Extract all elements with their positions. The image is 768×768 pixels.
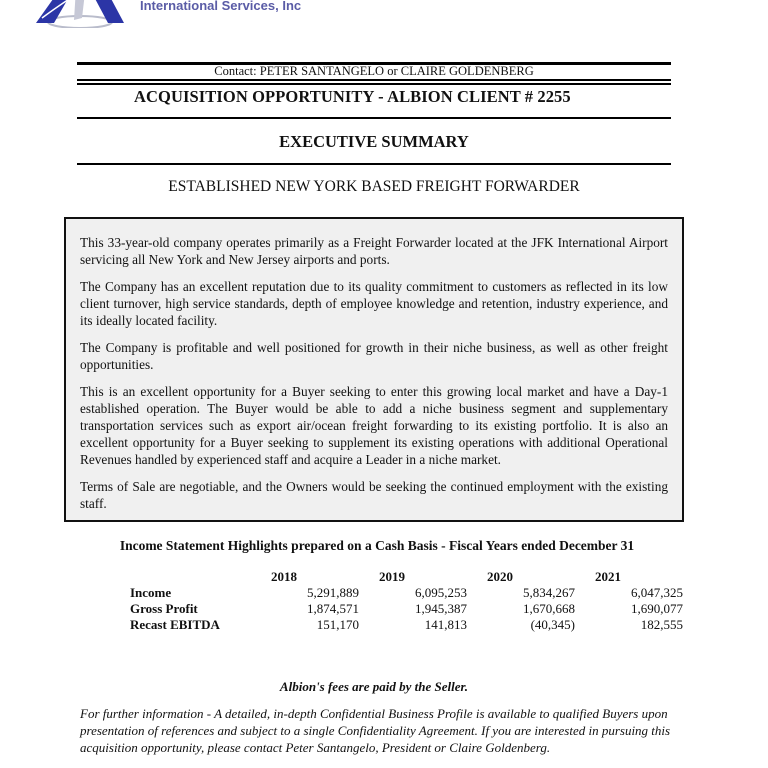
summary-paragraph: This 33-year-old company operates primarily as a Freight Forwarder located at the JFK International Airport servicing all New York and New Jersey airports and ports. bbox=[80, 235, 668, 267]
cell-value: 6,047,325 bbox=[631, 585, 683, 600]
divider bbox=[77, 117, 671, 119]
cell-value: 182,555 bbox=[640, 617, 683, 632]
fees-note: Albion's fees are paid by the Seller. bbox=[279, 679, 469, 694]
year-header: 2018 bbox=[271, 569, 297, 584]
contact-line: Contact: PETER SANTANGELO or CLAIRE GOLDENBERG bbox=[214, 64, 534, 78]
further-information: For further information - A detailed, in-depth Confidential Business Profile is available to qualified Buyers upon presentation of references and subject to a single Confidentiality Agreement. If you are interested in pursuing this acquisition opportunity, please contact Peter Santangelo, President or Claire Goldenberg. bbox=[80, 706, 671, 755]
summary-paragraph: This is an excellent opportunity for a Buyer seeking to enter this growing local market and have a Day-1 established operation. The Buyer would be able to add a niche business segment and supplementary transportation services such as export air/ocean freight forwarding to its existing portfolio. It is also an excellent opportunity for a Buyer seeking to supplement its existing operations with additional Operational Revenues handled by experienced staff and acquire a Leader in a niche market. bbox=[80, 384, 668, 467]
table-row bbox=[130, 617, 695, 633]
income-statement-table bbox=[130, 569, 695, 633]
table-row bbox=[130, 601, 695, 617]
subtitle: ESTABLISHED NEW YORK BASED FREIGHT FORWARDER bbox=[168, 178, 580, 195]
year-header: 2019 bbox=[379, 569, 405, 584]
divider bbox=[77, 79, 671, 81]
section-title: EXECUTIVE SUMMARY bbox=[279, 132, 469, 151]
summary-paragraph: The Company has an excellent reputation due to its quality commitment to customers as reflected in its low client turnover, high service standards, depth of employee knowledge and retention, industry experience, and its ideally located facility. bbox=[80, 279, 668, 328]
cell-value: 5,291,889 bbox=[307, 585, 359, 600]
cell-value: 1,690,077 bbox=[631, 601, 683, 616]
income-statement-title: Income Statement Highlights prepared on a Cash Basis - Fiscal Years ended December 31 bbox=[119, 538, 635, 553]
summary-paragraph: Terms of Sale are negotiable, and the Owners would be seeking the continued employment with the existing staff. bbox=[80, 479, 668, 511]
year-header: 2020 bbox=[487, 569, 513, 584]
row-label: Gross Profit bbox=[130, 601, 198, 616]
document-title: ACQUISITION OPPORTUNITY - ALBION CLIENT # 2255 bbox=[134, 87, 571, 106]
divider bbox=[77, 83, 671, 85]
cell-value: 141,813 bbox=[424, 617, 467, 632]
year-header: 2021 bbox=[595, 569, 621, 584]
cell-value: 6,095,253 bbox=[415, 585, 467, 600]
cell-value: 1,945,387 bbox=[415, 601, 467, 616]
cell-value: 151,170 bbox=[316, 617, 359, 632]
row-label: Recast EBITDA bbox=[130, 617, 220, 632]
summary-paragraph: The Company is profitable and well positioned for growth in their niche business, as well as other freight opportunities. bbox=[80, 340, 668, 372]
table-row bbox=[130, 585, 695, 601]
albion-logo-icon bbox=[28, 0, 128, 28]
divider bbox=[77, 163, 671, 165]
table-header-row bbox=[130, 569, 695, 585]
company-name: International Services, Inc bbox=[140, 0, 302, 13]
cell-value: 1,670,668 bbox=[523, 601, 575, 616]
cell-value: 1,874,571 bbox=[307, 601, 359, 616]
row-label: Income bbox=[130, 585, 172, 600]
cell-value: (40,345) bbox=[530, 617, 575, 632]
executive-summary-box bbox=[64, 217, 684, 522]
header-cell bbox=[130, 569, 263, 585]
cell-value: 5,834,267 bbox=[523, 585, 575, 600]
